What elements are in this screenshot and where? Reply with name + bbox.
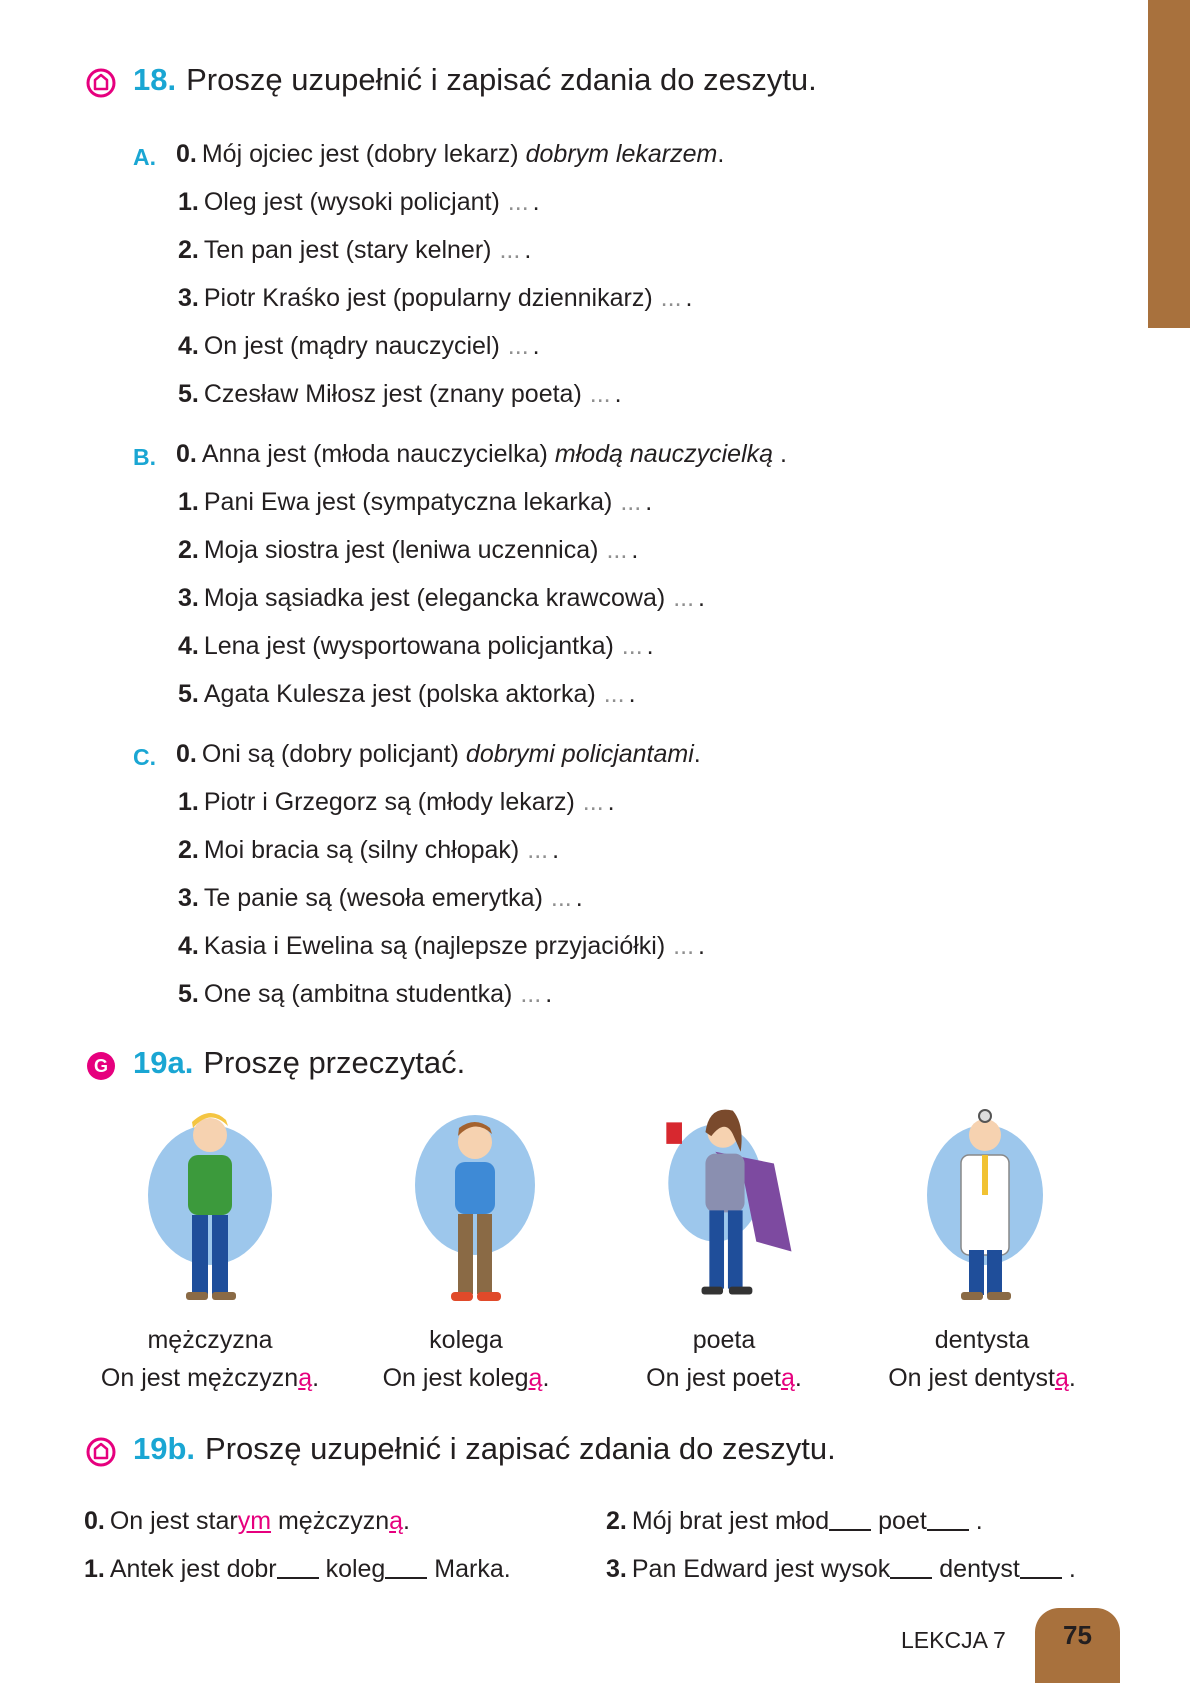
section-letter: B. [133, 444, 156, 470]
exercise-line [178, 932, 705, 961]
section-letter: C. [133, 744, 156, 770]
answer-placeholder: ... [589, 380, 611, 408]
answer-placeholder: ... [660, 284, 682, 312]
example-answer: dobrymi policjantami [465, 740, 694, 768]
answer-placeholder: ... [606, 536, 628, 564]
exercise-number: 19b. [133, 1431, 196, 1466]
answer-placeholder: ... [620, 488, 642, 516]
item-number: 2. [178, 536, 199, 564]
line-text: Te panie są (wesoła emerytka) [203, 884, 543, 912]
line-text: Mój ojciec jest (dobry lekarz) [201, 140, 519, 168]
figure-word: dentysta [934, 1326, 1030, 1354]
answer-placeholder: ... [673, 584, 695, 612]
line-end: . [628, 680, 636, 708]
line-end: . [698, 584, 705, 612]
figure-word: poeta [692, 1326, 756, 1354]
exercise-line [178, 236, 531, 265]
item-number: 0. [176, 740, 197, 768]
write-icon [86, 68, 116, 98]
line-text: One są (ambitna studentka) [203, 980, 513, 1008]
colleague-illustration [395, 1100, 555, 1320]
exercise-number: 18. [133, 62, 177, 97]
line-text: Pani Ewa jest (sympatyczna lekarka) [203, 488, 613, 516]
exercise-title: Proszę przeczytać. [203, 1045, 466, 1080]
line-text: Kasia i Ewelina są (najlepsze przyjaciółki) [203, 932, 666, 960]
sentence-text: koleg [318, 1555, 386, 1583]
section-letter: A. [133, 144, 156, 170]
item-number: 1. [84, 1555, 105, 1583]
sentence-text: On jest dentyst [888, 1364, 1055, 1392]
sentence-text: . [968, 1507, 983, 1535]
item-number: 2. [178, 236, 199, 264]
line-end: . [717, 140, 725, 168]
line-text: Anna jest (młoda nauczycielka) [201, 440, 548, 468]
item-number: 5. [178, 980, 199, 1008]
item-number: 1. [178, 488, 199, 516]
sentence-text: Pan Edward jest wysok [631, 1555, 891, 1583]
line-text: Lena jest (wysportowana policjantka) [203, 632, 614, 660]
answer-placeholder: ... [621, 632, 643, 660]
item-number: 4. [178, 632, 199, 660]
line-end: . [532, 332, 540, 360]
line-end: . [532, 188, 540, 216]
exercise-title: Proszę uzupełnić i zapisać zdania do zeszytu. [205, 1431, 836, 1466]
exercise-line [178, 488, 652, 517]
line-end: . [631, 536, 639, 564]
exercise-line [178, 884, 583, 913]
sentence-text: . [1061, 1555, 1076, 1583]
highlighted-ending: ą [528, 1364, 543, 1392]
sentence-text: On jest poet [646, 1364, 781, 1392]
answer-placeholder: ... [673, 932, 695, 960]
line-text: Agata Kulesza jest (polska aktorka) [203, 680, 596, 708]
figure-sentence [646, 1364, 802, 1393]
highlighted-ending: ą [298, 1364, 313, 1392]
item-number: 5. [178, 680, 199, 708]
line-text: Czesław Miłosz jest (znany poeta) [203, 380, 582, 408]
figure-sentence [101, 1364, 319, 1393]
sentence-text: Marka. [427, 1555, 511, 1583]
poet-illustration [645, 1095, 805, 1315]
item-number: 3. [178, 584, 199, 612]
exercise-line [178, 284, 692, 313]
answer-blank[interactable] [890, 1576, 932, 1579]
item-number: 4. [178, 332, 199, 360]
line-end: . [698, 932, 705, 960]
answer-placeholder: ... [507, 332, 529, 360]
line-end: . [607, 788, 615, 816]
man-illustration [130, 1100, 290, 1320]
answer-placeholder: ... [527, 836, 549, 864]
sentence-text: On jest mężczyzn [100, 1364, 299, 1392]
sentence-text: dentyst [932, 1555, 1020, 1583]
sentence-end: . [542, 1364, 550, 1392]
line-text: Moja sąsiadka jest (elegancka krawcowa) [203, 584, 666, 612]
line-text: Piotr i Grzegorz są (młody lekarz) [203, 788, 575, 816]
sentence-end: . [312, 1364, 320, 1392]
line-end: . [575, 884, 583, 912]
figure-word: kolega [429, 1326, 503, 1354]
highlighted-ending: ą [780, 1364, 795, 1392]
example-answer: młodą nauczycielką [554, 440, 774, 468]
sentence-text: On jest koleg [382, 1364, 529, 1392]
sentence-end: . [794, 1364, 802, 1392]
page-number: 75 [1063, 1620, 1092, 1650]
exercise-19a-heading [133, 1045, 465, 1081]
line-text: Ten pan jest (stary kelner) [203, 236, 492, 264]
item-number: 0. [84, 1507, 105, 1535]
exercise-title: Proszę uzupełnić i zapisać zdania do zeszytu. [186, 62, 817, 97]
highlighted-ending: ą [1054, 1364, 1069, 1392]
line-end: . [646, 632, 654, 660]
item-number: 4. [178, 932, 199, 960]
highlighted-ending: ym [237, 1507, 272, 1535]
answer-blank[interactable] [927, 1528, 969, 1531]
line-text: Moi bracia są (silny chłopak) [203, 836, 520, 864]
sentence-text: Mój brat jest młod [631, 1507, 830, 1535]
exercise-line [178, 680, 636, 709]
line-end: . [693, 740, 701, 768]
line-text: On jest (mądry nauczyciel) [203, 332, 500, 360]
item-number: 1. [178, 788, 199, 816]
write-icon [86, 1437, 116, 1467]
item-number: 0. [176, 140, 197, 168]
exercise-19b-heading [133, 1431, 836, 1467]
exercise-line [178, 584, 705, 613]
sentence-text: On jest star [109, 1507, 238, 1535]
ex19b-sentence-3 [606, 1555, 1076, 1584]
sentence-end: . [1068, 1364, 1076, 1392]
highlighted-ending: ą [389, 1507, 404, 1535]
exercise-number: 19a. [133, 1045, 194, 1080]
exercise-line [176, 140, 724, 169]
grammar-icon [86, 1051, 116, 1081]
lesson-label: LEKCJA 7 [901, 1627, 1006, 1653]
ex19b-sentence-0 [84, 1507, 410, 1536]
figure-sentence [888, 1364, 1076, 1393]
answer-blank[interactable] [385, 1576, 427, 1579]
svg-text:G: G [93, 1056, 109, 1076]
sentence-text: poet [871, 1507, 927, 1535]
answer-placeholder: ... [582, 788, 604, 816]
exercise-line [176, 740, 701, 769]
line-end: . [614, 380, 622, 408]
exercise-line [176, 440, 787, 469]
line-text: Moja siostra jest (leniwa uczennica) [203, 536, 599, 564]
ex19b-sentence-1 [84, 1555, 511, 1584]
exercise-line [178, 788, 615, 817]
line-end: . [685, 284, 693, 312]
line-end: . [552, 836, 560, 864]
exercise-line [178, 536, 638, 565]
item-number: 3. [178, 884, 199, 912]
line-end: . [545, 980, 553, 1008]
answer-placeholder: ... [603, 680, 625, 708]
item-number: 2. [606, 1507, 627, 1535]
item-number: 1. [178, 188, 199, 216]
exercise-line [178, 188, 540, 217]
line-text: Oni są (dobry policjant) [201, 740, 459, 768]
exercise-line [178, 836, 559, 865]
sentence-end: . [403, 1507, 410, 1535]
line-end: . [524, 236, 532, 264]
ex19b-sentence-2 [606, 1507, 983, 1536]
exercise-line [178, 332, 540, 361]
answer-blank[interactable] [277, 1576, 319, 1579]
line-end: . [773, 440, 787, 468]
sentence-text: Antek jest dobr [109, 1555, 277, 1583]
item-number: 5. [178, 380, 199, 408]
answer-blank[interactable] [829, 1528, 871, 1531]
example-answer: dobrym lekarzem [525, 140, 718, 168]
figure-word: mężczyzna [147, 1326, 273, 1354]
answer-placeholder: ... [499, 236, 521, 264]
item-number: 3. [606, 1555, 627, 1583]
line-text: Oleg jest (wysoki policjant) [203, 188, 500, 216]
sentence-text: mężczyzn [271, 1507, 390, 1535]
exercise-line [178, 380, 622, 409]
answer-blank[interactable] [1020, 1576, 1062, 1579]
item-number: 2. [178, 836, 199, 864]
exercise-line [178, 980, 552, 1009]
chapter-tab [1148, 0, 1190, 328]
line-end: . [645, 488, 653, 516]
exercise-line [178, 632, 654, 661]
answer-placeholder: ... [520, 980, 542, 1008]
answer-placeholder: ... [550, 884, 572, 912]
figure-sentence [383, 1364, 550, 1393]
exercise-18-heading [133, 62, 817, 98]
item-number: 0. [176, 440, 197, 468]
item-number: 3. [178, 284, 199, 312]
line-text: Piotr Kraśko jest (popularny dziennikarz) [203, 284, 653, 312]
dentist-illustration [905, 1100, 1065, 1320]
answer-placeholder: ... [507, 188, 529, 216]
